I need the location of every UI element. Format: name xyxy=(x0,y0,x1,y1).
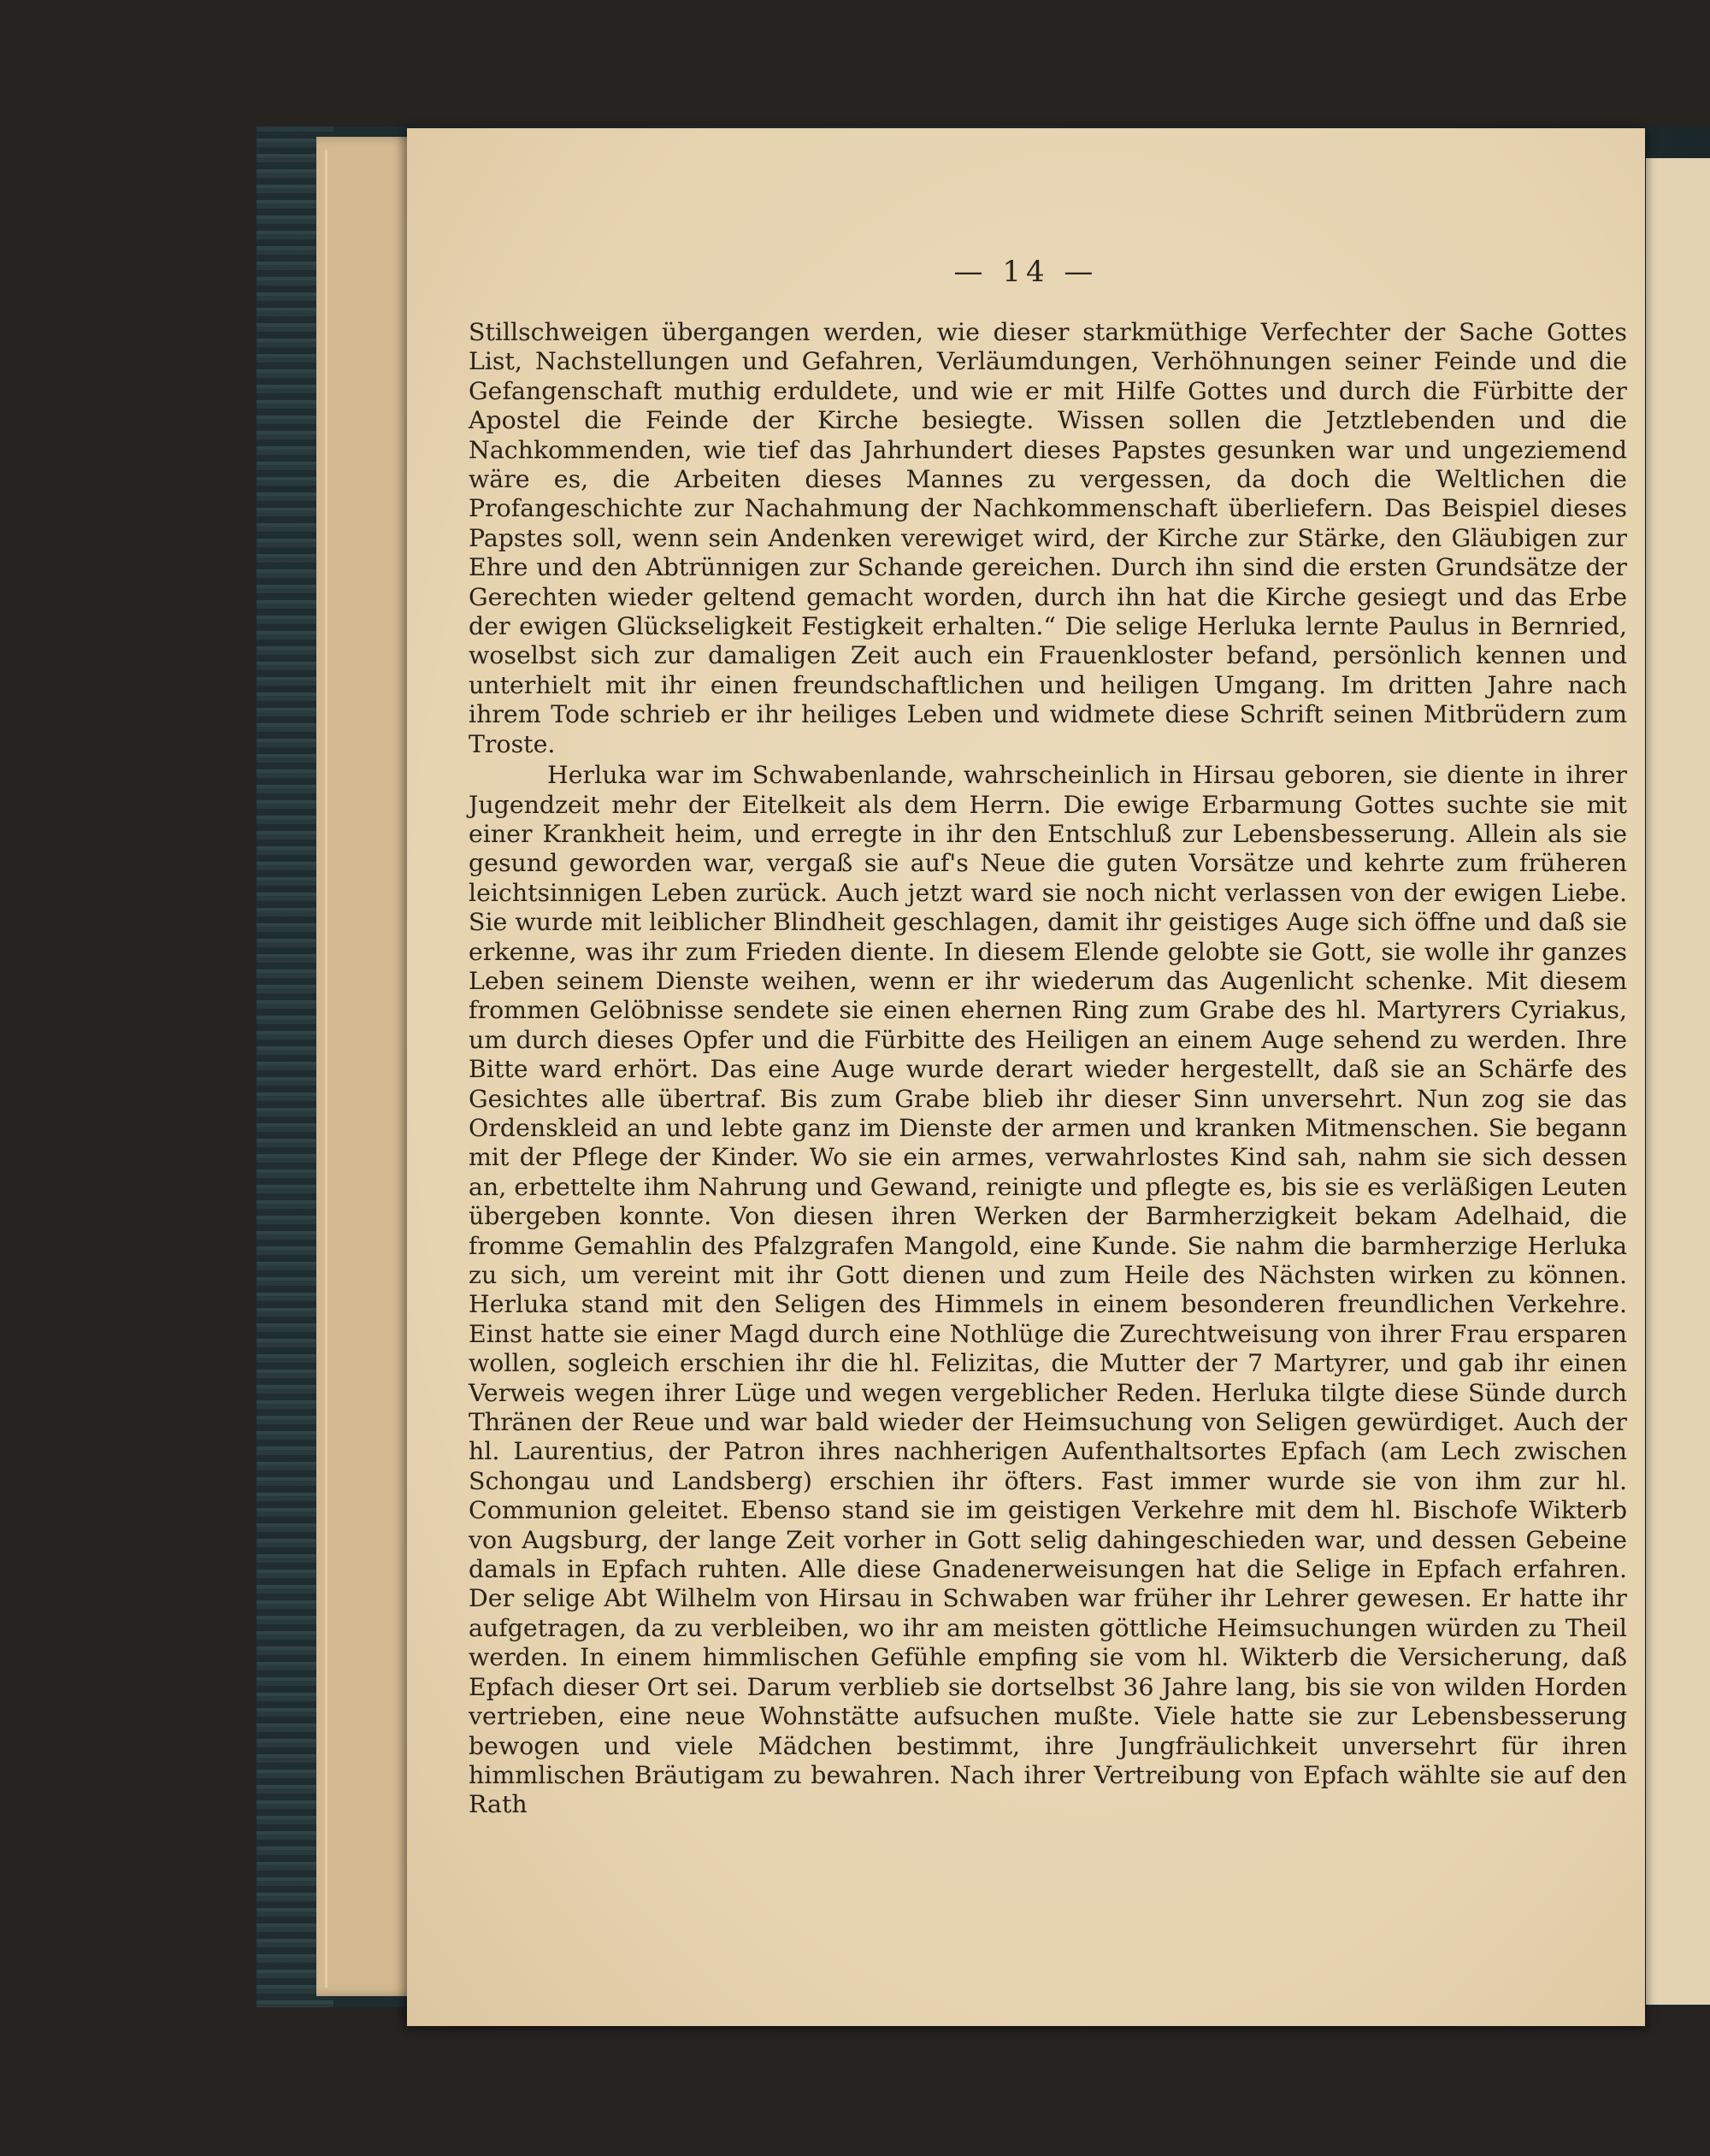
book-page xyxy=(407,128,1645,2026)
paragraph-2: Herluka war im Schwabenlande, wahrscheinlich in Hirsau geboren, sie diente in ihrer Jugendzeit mehr der Eitelkeit als dem Herrn. Die ewige Erbarmung Gottes suchte sie mit einer Krankheit heim, und erregte in ihr den Entschluß zur Lebensbesserung. Allein als sie gesund geworden war, vergaß sie auf's Neue die guten Vorsätze und kehrte zum früheren leichtsinnigen Leben zurück. Auch jetzt ward sie noch nicht verlassen von der ewigen Liebe. Sie wurde mit leiblicher Blindheit geschlagen, damit ihr geistiges Auge sich öffne und daß sie erkenne, was ihr zum Frieden diente. In diesem Elende gelobte sie Gott, sie wolle ihr ganzes Leben seinem Dienste weihen, wenn er ihr wiederum das Augenlicht schenke. Mit diesem frommen Gelöbnisse sendete sie einen ehernen Ring zum Grabe des hl. Martyrers Cyriakus, um durch dieses Opfer und die Fürbitte des Heiligen an einem Auge sehend zu werden. Ihre Bitte ward erhört. Das eine Auge wurde derart wieder hergestellt, daß sie an Schärfe des Gesichtes alle übertraf. Bis zum Grabe blieb ihr dieser Sinn unversehrt. Nun zog sie das Ordenskleid an und lebte ganz im Dienste der armen und kranken Mitmenschen. Sie begann mit der Pflege der Kinder. Wo sie ein armes, verwahrlostes Kind sah, nahm sie sich dessen an, erbettelte ihm Nahrung und Gewand, reinigte und pflegte es, bis sie es verläßigen Leuten übergeben konnte. Von diesen ihren Werken der Barmherzigkeit bekam Adelhaid, die fromme Gemahlin des Pfalzgrafen Mangold, eine Kunde. Sie nahm die barmherzige Herluka zu sich, um vereint mit ihr Gott dienen und zum Heile des Nächsten wirken zu können. Herluka stand mit den Seligen des Himmels in einem besonderen freundlichen Verkehre. Einst hatte sie einer Magd durch eine Nothlüge die Zurechtweisung von ihrer Frau ersparen wollen, sogleich erschien ihr die hl. Felizitas, die Mutter der 7 Martyrer, und gab ihr einen Verweis wegen ihrer Lüge und wegen vergeblicher Reden. Herluka tilgte diese Sünde durch Thränen der Reue und war bald wieder der Heimsuchung von Seligen gewürdiget. Auch der hl. Laurentius, der Patron ihres nachherigen Aufenthaltsortes Epfach (am Lech zwischen Schongau und Landsberg) erschien ihr öfters. Fast immer wurde sie von ihm zur hl. Communion geleitet. Ebenso stand sie im geistigen Verkehre mit dem hl. Bischofe Wikterb von Augsburg, der lange Zeit vorher in Gott selig dahingeschieden war, und dessen Gebeine damals in Epfach ruhten. Alle diese Gnadenerweisungen hat die Selige in Epfach erfahren. Der selige Abt Wilhelm von Hirsau in Schwaben war früher ihr Lehrer gewesen. Er hatte ihr aufgetragen, da zu verbleiben, wo ihr am meisten göttliche Heimsuchungen würden zu Theil werden. In einem himmlischen Gefühle empfing sie vom hl. Wikterb die Versicherung, daß Epfach dieser Ort sei. Darum verblieb sie dortselbst 36 Jahre lang, bis sie von wilden Horden vertrieben, eine neue Wohnstätte aufsuchen mußte. Viele hatte sie zur Lebensbesserung bewogen und viele Mädchen bestimmt, ihre Jungfräulichkeit unversehrt für ihren himmlischen Bräutigam zu bewahren. Nach ihrer Vertreibung von Epfach wählte sie auf den Rath xyxy=(469,761,1627,1819)
page-number: — 14 — xyxy=(953,255,1099,289)
facing-page-edge xyxy=(1646,158,1710,2005)
page-text xyxy=(469,318,1627,1820)
paragraph-1: Stillschweigen übergangen werden, wie dieser starkmüthige Verfechter der Sache Gottes List, Nachstellungen und Gefahren, Verläumdungen, Verhöhnungen seiner Feinde und die Gefangenschaft muthig erduldete, und wie er mit Hilfe Gottes und durch die Fürbitte der Apostel die Feinde der Kirche besiegte. Wissen sollen die Jetztlebenden und die Nachkommenden, wie tief das Jahrhundert dieses Papstes gesunken war und ungeziemend wäre es, die Arbeiten dieses Mannes zu vergessen, da doch die Weltlichen die Profangeschichte zur Nachahmung der Nachkommenschaft überliefern. Das Beispiel dieses Papstes soll, wenn sein Andenken verewiget wird, der Kirche zur Stärke, den Gläubigen zur Ehre und den Abtrünnigen zur Schande gereichen. Durch ihn sind die ersten Grundsätze der Gerechten wieder geltend gemacht worden, durch ihn hat die Kirche gesiegt und das Erbe der ewigen Glückseligkeit Festigkeit erhalten.“ Die selige Herluka lernte Paulus in Bernried, woselbst sich zur damaligen Zeit auch ein Frauenkloster befand, persönlich kennen und unterhielt mit ihr einen freundschaftlichen und heiligen Umgang. Im dritten Jahre nach ihrem Tode schrieb er ihr heiliges Leben und widmete diese Schrift seinen Mitbrüdern zum Troste. xyxy=(469,318,1627,758)
